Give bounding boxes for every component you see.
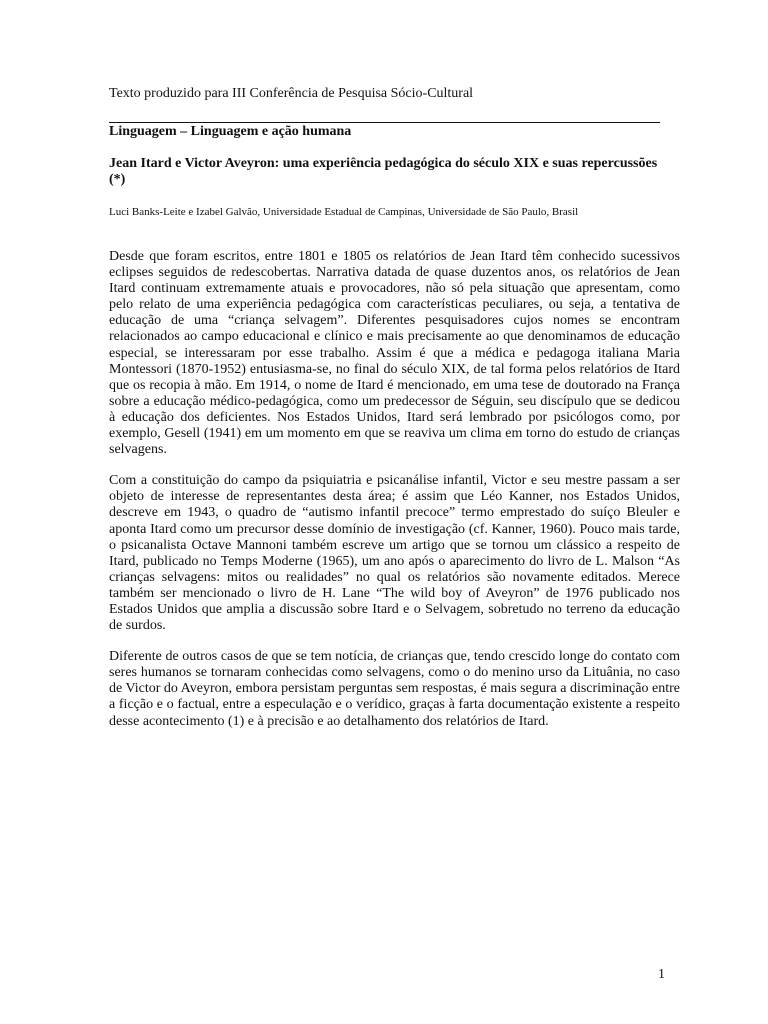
paragraph: Desde que foram escritos, entre 1801 e 1805 os relatórios de Jean Itard têm conhecido sucessivos eclipses seguidos de redescobertas. Narrativa datada de quase duzentos anos, os relatórios de Jean Itard continuam extremamente atuais e provocadores, não só pela situação que apresentam, como pelo relato de uma experiência pedagógica com características peculiares, ou seja, a tentativa de educação de uma “criança selvagem”. Diferentes pesquisadores cujos nomes se encontram relacionados ao campo educacional e clínico e mais precisamente ao que denominamos de educação especial, se interessaram por esse trabalho. Assim é que a médica e pedagoga italiana Maria Montessori (1870-1952) entusiasma-se, no final do século XIX, de tal forma pelos relatórios de Itard que os recopia à mão. Em 1914, o nome de Itard é mencionado, em uma tese de doutorado na França sobre a educação médico-pedagógica, como um predecessor de Séguin, seu discípulo que se dedicou à educação dos deficientes. Nos Estados Unidos, Itard será lembrado por psicólogos como, por exemplo, Gesell (1941) em um momento em que se reaviva um clima em torno do estudo de crianças selvagens.: [109, 249, 680, 458]
author-affiliations: Luci Banks-Leite e Izabel Galvão, Universidade Estadual de Campinas, Universidade de São Paulo, Brasil: [109, 206, 579, 218]
section-title: Linguagem – Linguagem e ação humana: [109, 122, 660, 140]
paper-title: Jean Itard e Victor Aveyron: uma experiência pedagógica do século XIX e suas repercussões (*): [109, 156, 658, 187]
paragraph: Diferente de outros casos de que se tem notícia, de crianças que, tendo crescido longe do contato com seres humanos se tornaram conhecidas como selvagens, como o do menino urso da Lituânia, no caso de Victor do Aveyron, embora persistam perguntas sem respostas, é mais segura a discriminação entre a ficção e o factual, entre a especulação e o verídico, graças à farta documentação existente a respeito desse acontecimento (1) e à precisão e ao detalhamento dos relatórios de Itard.: [109, 649, 680, 729]
article-body: [109, 249, 680, 745]
page-number: 1: [658, 967, 665, 982]
conference-header: Texto produzido para III Conferência de Pesquisa Sócio-Cultural: [109, 86, 474, 101]
paragraph: Com a constituição do campo da psiquiatria e psicanálise infantil, Victor e seu mestre passam a ser objeto de interesse de representantes desta área; é assim que Léo Kanner, nos Estados Unidos, descreve em 1943, o quadro de “autismo infantil precoce” termo emprestado do suíço Bleuler e aponta Itard como um precursor desse domínio de investigação (cf. Kanner, 1960). Pouco mais tarde, o psicanalista Octave Mannoni também escreve um artigo que se tornou um clássico a respeito de Itard, publicado no Temps Moderne (1965), um ano após o aparecimento do livro de L. Malson “As crianças selvagens: mitos ou realidades” no qual os relatórios são novamente editados. Merece também ser mencionado o livro de H. Lane “The wild boy of Aveyron” de 1976 publicado nos Estados Unidos que amplia a discussão sobre Itard e o Selvagem, sobretudo no terreno da educação de surdos.: [109, 473, 680, 634]
